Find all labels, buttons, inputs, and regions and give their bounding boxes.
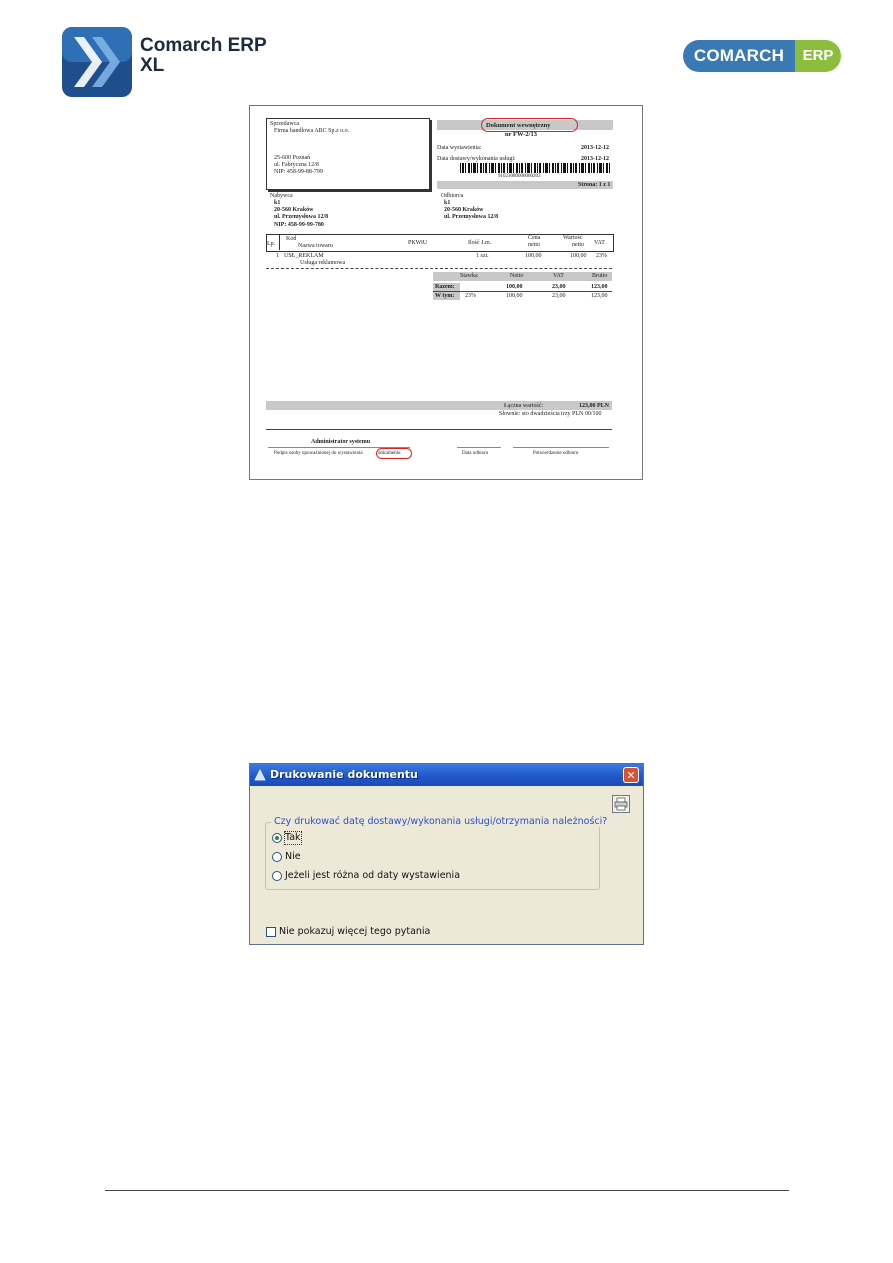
- dialog-title: Drukowanie dokumentu: [270, 768, 418, 781]
- close-icon[interactable]: ✕: [623, 767, 639, 783]
- col-wartosc-1: Wartość: [563, 235, 583, 241]
- option-tak-label: Tak: [285, 832, 301, 843]
- brand-badge: [683, 40, 841, 72]
- dialog-question: Czy drukować datę dostawy/wykonania usługi/otrzymania należności?: [271, 816, 610, 827]
- total-bar: [266, 401, 612, 410]
- col-ilosc: Ilość J.m.: [468, 240, 492, 246]
- summary-col-brutto: Brutto: [592, 273, 608, 279]
- buyer-name: k1: [274, 200, 281, 206]
- product-name-line2: XL: [140, 55, 165, 76]
- signature-caption: Podpis osoby upoważnionej do wystawienia: [274, 451, 363, 456]
- brand-badge-erp: ERP: [795, 40, 841, 72]
- product-name: [140, 36, 267, 76]
- recipient-street: ul. Przemysłowa 12/8: [444, 214, 499, 220]
- invoice-printout: [249, 105, 643, 480]
- delivery-date-label: Data dostawy/wykonania usługi:: [437, 156, 516, 162]
- signatory-name: Administrator systemu: [311, 439, 371, 445]
- items-table-divider: [279, 234, 280, 250]
- summary-col-vat: VAT: [553, 273, 564, 279]
- summary-incl-brutto: 123,00: [591, 293, 608, 299]
- doc-number: nr FW-2/13: [505, 131, 537, 138]
- col-cena-2: netto: [528, 242, 540, 248]
- summary-total-netto: 100,00: [506, 284, 523, 290]
- col-vat: VAT: [594, 240, 605, 246]
- comarch-logo-icon: [62, 27, 132, 97]
- print-icon[interactable]: [612, 795, 630, 813]
- barcode-number: 91023080000000203: [498, 174, 541, 179]
- issue-date-label: Data wystawienia:: [437, 145, 482, 151]
- item-kod: USŁ_REKLAM: [284, 253, 324, 259]
- page-count: Strona: 1 z 1: [578, 182, 611, 188]
- dont-show-again-label: Nie pokazuj więcej tego pytania: [279, 926, 431, 937]
- summary-incl-label: W tym:: [435, 293, 455, 299]
- signature-caption-highlight: dokumentu: [378, 451, 401, 456]
- col-lp: Lp.: [267, 241, 276, 247]
- buyer-city: 20-560 Kraków: [274, 207, 314, 213]
- doc-title: Dokument wewnętrzny: [486, 122, 551, 129]
- receive-date-caption: Data odbioru: [462, 451, 489, 456]
- col-kod: Kod: [286, 236, 297, 242]
- summary-total-brutto: 123,00: [591, 284, 608, 290]
- summary-incl-vat: 23,00: [552, 293, 566, 299]
- delivery-date: 2013-12-12: [581, 156, 609, 162]
- summary-incl-netto: 100,00: [506, 293, 523, 299]
- seller-city: 25-600 Poznań: [274, 155, 311, 161]
- item-cena: 100,00: [525, 253, 542, 259]
- items-separator: [266, 268, 612, 269]
- summary-total-vat: 23,00: [552, 284, 566, 290]
- product-name-line1: Comarch ERP: [140, 35, 267, 56]
- option-jezeli-rozna-label: Jeżeli jest różna od daty wystawienia: [285, 870, 461, 881]
- footer-rule: [266, 429, 612, 430]
- item-nazwa: Usługa reklamowa: [300, 260, 346, 266]
- printer-icon: [613, 796, 629, 812]
- recipient-city: 20-560 Kraków: [444, 207, 484, 213]
- summary-col-netto: Netto: [510, 273, 524, 279]
- seller-label: Sprzedawca: [270, 121, 299, 127]
- item-lp: 1: [276, 253, 279, 259]
- buyer-nip: NIP: 458-99-99-780: [274, 222, 324, 228]
- radio-nie[interactable]: [272, 852, 282, 862]
- page-footer-rule: [105, 1190, 789, 1191]
- total-value: 123,00 PLN: [579, 403, 609, 409]
- barcode-icon: [460, 163, 610, 173]
- amount-in-words: Słownie: sto dwadzieścia trzy PLN 00/100: [499, 411, 602, 417]
- seller-street: ul. Fabryczna 12/8: [274, 162, 319, 168]
- dialog-titlebar[interactable]: [250, 764, 643, 786]
- buyer-street: ul. Przemysłowa 12/8: [274, 214, 329, 220]
- item-vat: 23%: [596, 253, 607, 259]
- col-cena-1: Cena: [528, 235, 541, 241]
- seller-nip: NIP: 458-99-88-799: [274, 169, 323, 175]
- col-pkwiu: PKWiU: [408, 240, 428, 246]
- seller-name: Firma handlowa ABC Sp.z o.o.: [274, 128, 350, 134]
- item-wartosc: 100,00: [570, 253, 587, 259]
- radio-jezeli-rozna[interactable]: [272, 871, 282, 881]
- receive-date-line: [457, 447, 501, 448]
- item-ilosc: 1 szt.: [476, 253, 489, 259]
- recipient-name: k1: [444, 200, 451, 206]
- col-nazwa: Nazwa towaru: [298, 243, 333, 249]
- issue-date: 2013-12-12: [581, 145, 609, 151]
- summary-incl-stawka: 23%: [465, 293, 476, 299]
- brand-badge-comarch: COMARCH: [683, 40, 795, 72]
- option-nie-label: Nie: [285, 851, 301, 862]
- app-icon: [254, 769, 266, 781]
- recipient-label: Odbiorca: [441, 193, 464, 199]
- signature-highlight: [376, 448, 412, 459]
- col-wartosc-2: netto: [572, 242, 584, 248]
- summary-total-label: Razem:: [435, 284, 455, 290]
- buyer-label: Nabywca: [270, 193, 293, 199]
- print-dialog: [249, 763, 644, 945]
- receive-confirm-caption: Potwierdzenie odbioru: [533, 451, 579, 456]
- receive-confirm-line: [513, 447, 609, 448]
- total-label: Łączna wartość:: [504, 403, 544, 409]
- dont-show-again-checkbox[interactable]: [266, 927, 276, 937]
- summary-col-stawka: Stawka: [460, 273, 478, 279]
- radio-tak[interactable]: [272, 833, 282, 843]
